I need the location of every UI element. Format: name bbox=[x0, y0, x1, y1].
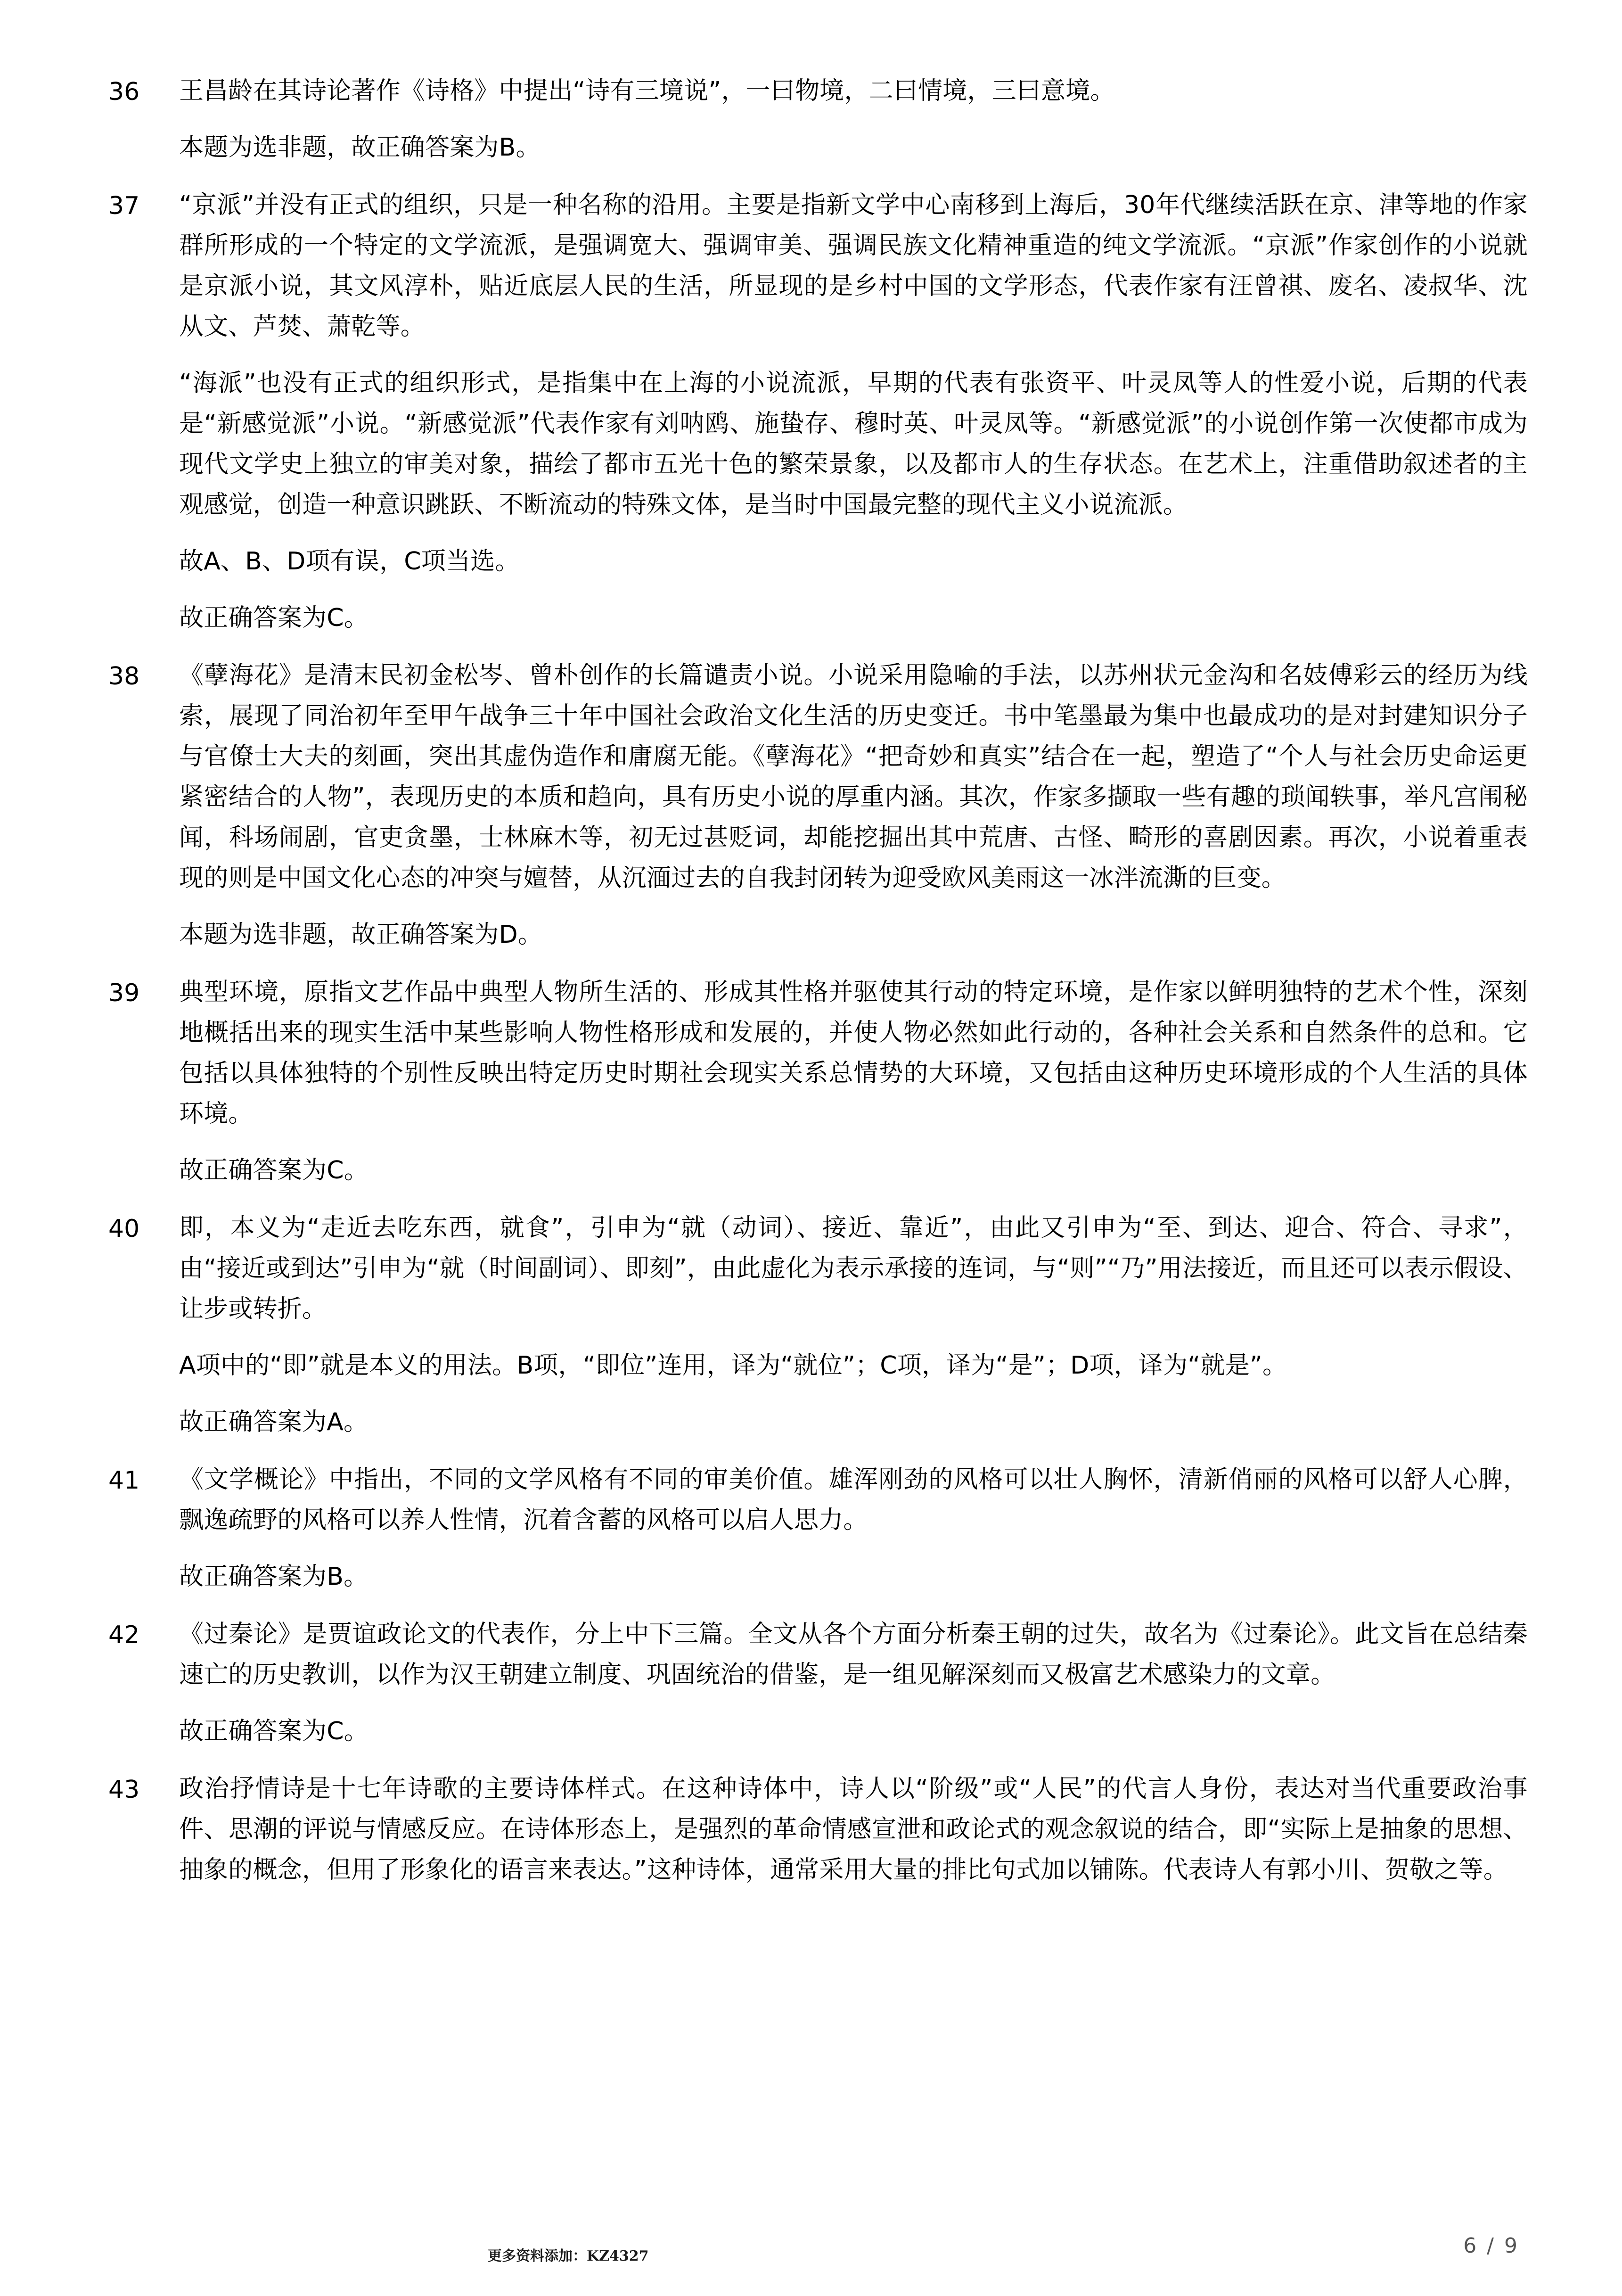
item-paragraph: A项中的“即”就是本义的用法。B项，“即位”连用，译为“就位”；C项，译为“是”；D项，译为“就是”。 bbox=[179, 1351, 1287, 1380]
item-paragraph: 王昌龄在其诗论著作《诗格》中提出“诗有三境说”，一曰物境，二曰情境，三曰意境。 bbox=[179, 77, 1115, 105]
item-spacer bbox=[108, 1442, 1528, 1459]
item-paragraph: 本题为选非题，故正确答案为D。 bbox=[179, 921, 543, 949]
item-number: 41 bbox=[108, 1466, 140, 1495]
answer-item-39 bbox=[108, 972, 1528, 1191]
item-number: 42 bbox=[108, 1621, 140, 1649]
item-number: 43 bbox=[108, 1776, 140, 1804]
item-spacer bbox=[108, 1597, 1528, 1614]
item-body bbox=[179, 1208, 1528, 1442]
item-body bbox=[179, 655, 1528, 955]
item-paragraph: 典型环境，原指文艺作品中典型人物所生活的、形成其性格并驱使其行动的特定环境，是作家以鲜明独特的艺术个性，深刻地概括出来的现实生活中某些影响人物性格形成和发展的，并使人物必然如此行动的，各种社会关系和自然条件的总和。它包括以具体独特的个别性反映出特定历史时期社会现实关系总情势的大环境，又包括由这种历史环境形成的个人生活的具体环境。 bbox=[179, 978, 1528, 1128]
item-body bbox=[179, 1459, 1528, 1597]
item-spacer bbox=[108, 638, 1528, 655]
item-paragraph: 《过秦论》是贾谊政论文的代表作，分上中下三篇。全文从各个方面分析秦王朝的过失，故名为《过秦论》。此文旨在总结秦速亡的历史教训，以作为汉王朝建立制度、巩固统治的借鉴，是一组见解深刻而又极富艺术感染力的文章。 bbox=[179, 1620, 1528, 1689]
item-paragraph: 故正确答案为C。 bbox=[179, 604, 369, 632]
item-number: 40 bbox=[108, 1215, 140, 1243]
answer-item-43 bbox=[108, 1769, 1528, 1890]
item-paragraph: 故正确答案为A。 bbox=[179, 1408, 369, 1436]
item-body bbox=[179, 1614, 1528, 1752]
item-spacer bbox=[108, 1191, 1528, 1208]
item-paragraph: 《孽海花》是清末民初金松岑、曾朴创作的长篇谴责小说。小说采用隐喻的手法，以苏州状元金沟和名妓傅彩云的经历为线索，展现了同治初年至甲午战争三十年中国社会政治文化生活的历史变迁。书中笔墨最为集中也最成功的是对封建知识分子与官僚士大夫的刻画，突出其虚伪造作和庸腐无能。《孽海花》“把奇妙和真实”结合在一起，塑造了“个人与社会历史命运更紧密结合的人物”，表现历史的本质和趋向，具有历史小说的厚重内涵。其次，作家多撷取一些有趣的琐闻轶事，举凡宫闱秘闻，科场闹剧，官吏贪墨，士林麻木等，初无过甚贬词，却能挖掘出其中荒唐、古怪、畸形的喜剧因素。再次，小说着重表现的则是中国文化心态的冲突与嬗替，从沉湎过去的自我封闭转为迎受欧风美雨这一冰泮流澌的巨变。 bbox=[179, 661, 1528, 892]
item-spacer bbox=[108, 168, 1528, 185]
item-paragraph: “京派”并没有正式的组织，只是一种名称的沿用。主要是指新文学中心南移到上海后，30年代继续活跃在京、津等地的作家群所形成的一个特定的文学流派，是强调宽大、强调审美、强调民族文化精神重造的纯文学流派。“京派”作家创作的小说就是京派小说，其文风淳朴，贴近底层人民的生活，所显现的是乡村中国的文学形态，代表作家有汪曾祺、废名、凌叔华、沈从文、芦焚、萧乾等。 bbox=[179, 191, 1528, 341]
item-paragraph: 故A、B、D项有误，C项当选。 bbox=[179, 547, 520, 576]
item-number: 37 bbox=[108, 192, 140, 220]
answer-item-38 bbox=[108, 655, 1528, 955]
answer-item-36 bbox=[108, 71, 1528, 168]
item-number: 36 bbox=[108, 78, 140, 106]
item-body bbox=[179, 185, 1528, 638]
answer-item-42 bbox=[108, 1614, 1528, 1752]
page-footer bbox=[0, 2211, 1622, 2296]
item-spacer bbox=[108, 955, 1528, 972]
item-paragraph: “海派”也没有正式的组织形式，是指集中在上海的小说流派，早期的代表有张资平、叶灵凤等人的性爱小说，后期的代表是“新感觉派”小说。“新感觉派”代表作家有刘呐鸥、施蛰存、穆时英、叶灵凤等。“新感觉派”的小说创作第一次使都市成为现代文学史上独立的审美对象，描绘了都市五光十色的繁荣景象，以及都市人的生存状态。在艺术上，注重借助叙述者的主观感觉，创造一种意识跳跃、不断流动的特殊文体，是当时中国最完整的现代主义小说流派。 bbox=[179, 369, 1528, 519]
answer-item-40 bbox=[108, 1208, 1528, 1442]
item-paragraph: 《文学概论》中指出，不同的文学风格有不同的审美价值。雄浑刚劲的风格可以壮人胸怀，清新俏丽的风格可以舒人心脾，飘逸疏野的风格可以养人性情，沉着含蓄的风格可以启人思力。 bbox=[179, 1465, 1528, 1534]
item-number: 39 bbox=[108, 979, 140, 1007]
item-paragraph: 即，本义为“走近去吃东西，就食”，引申为“就（动词）、接近、靠近”，由此又引申为“至、到达、迎合、符合、寻求”，由“接近或到达”引申为“就（时间副词）、即刻”，由此虚化为表示承接的连词，与“则”“乃”用法接近，而且还可以表示假设、让步或转折。 bbox=[179, 1214, 1528, 1323]
page-number: 6 / 9 bbox=[1463, 2234, 1519, 2258]
item-spacer bbox=[108, 1752, 1528, 1769]
footer-watermark: 更多资料添加：KZ4327 bbox=[488, 2248, 649, 2264]
item-number: 38 bbox=[108, 662, 140, 691]
item-body bbox=[179, 1769, 1528, 1890]
answer-item-41 bbox=[108, 1459, 1528, 1597]
item-paragraph: 本题为选非题，故正确答案为B。 bbox=[179, 133, 541, 162]
item-body bbox=[179, 972, 1528, 1191]
item-paragraph: 故正确答案为C。 bbox=[179, 1156, 369, 1185]
item-body bbox=[179, 71, 1528, 168]
answer-item-37 bbox=[108, 185, 1528, 638]
item-paragraph: 故正确答案为B。 bbox=[179, 1563, 369, 1591]
item-paragraph: 故正确答案为C。 bbox=[179, 1717, 369, 1745]
item-paragraph: 政治抒情诗是十七年诗歌的主要诗体样式。在这种诗体中，诗人以“阶级”或“人民”的代言人身份，表达对当代重要政治事件、思潮的评说与情感反应。在诗体形态上，是强烈的革命情感宣泄和政论式的观念叙说的结合，即“实际上是抽象的思想、抽象的概念，但用了形象化的语言来表达。”这种诗体，通常采用大量的排比句式加以铺陈。代表诗人有郭小川、贺敬之等。 bbox=[179, 1775, 1528, 1884]
